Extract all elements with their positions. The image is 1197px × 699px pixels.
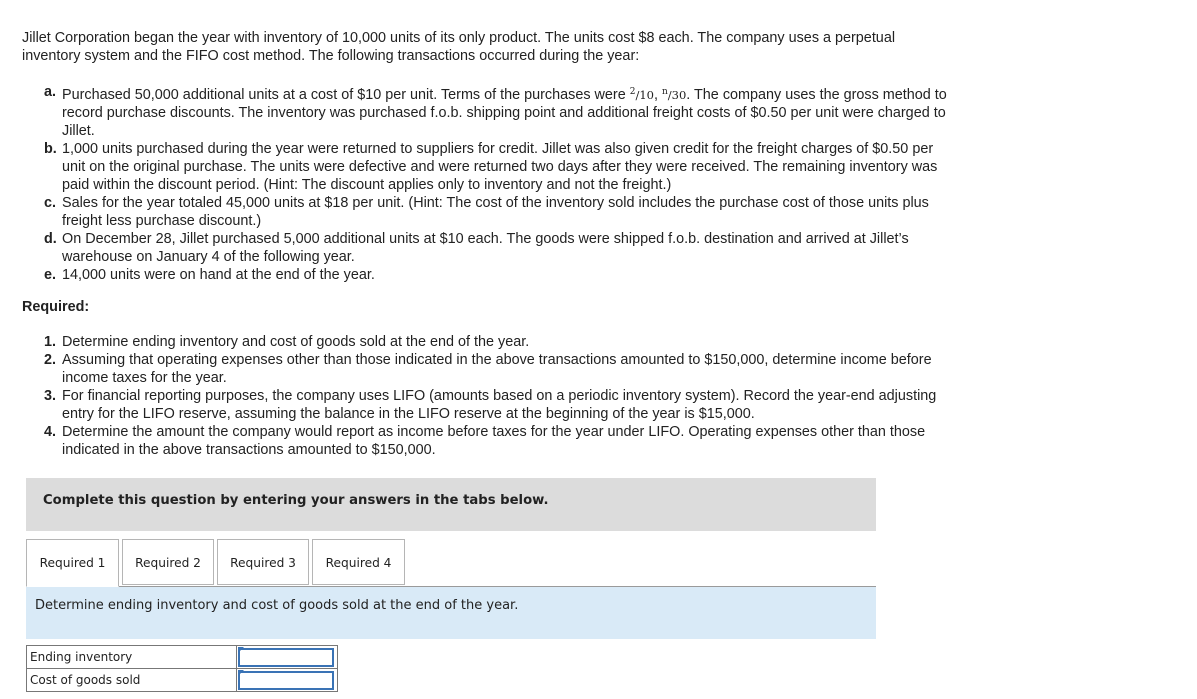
transaction-letter: c.	[44, 194, 57, 211]
ending-inventory-input[interactable]	[238, 648, 334, 667]
required-heading: Required:	[22, 299, 90, 315]
ending-inventory-cell	[237, 646, 338, 669]
requirement-item-4	[44, 423, 944, 459]
transaction-text: 1,000 units purchased during the year were returned to suppliers for credit. Jillet was also given credit for the freight charges of $0.50 per unit on the original purchase. The units were defective and were returned two days after they were received. The remaining inventory was paid within the discount period. (Hint: The discount applies only to inventory and not the freight.)	[62, 140, 938, 193]
requirement-number: 1.	[44, 334, 57, 350]
transaction-item-d	[44, 230, 956, 266]
requirement-text: For financial reporting purposes, the company uses LIFO (amounts based on a periodic inventory system). Record the year-end adjusting entry for the LIFO reserve, assuming the balance in the LIFO reserve at the beginning of the year is $15,000.	[62, 388, 937, 422]
transaction-letter: e.	[44, 266, 57, 283]
cost-of-goods-sold-label: Cost of goods sold	[27, 669, 237, 692]
transaction-text: On December 28, Jillet purchased 5,000 additional units at $10 each. The goods were shipped f.o.b. destination and arrived at Jillet’s warehouse on January 4 of the following year.	[62, 230, 909, 265]
transaction-item-a: a. Purchased 50,000 additional units at a cost of $10 per unit. Terms of the purchases were $^2$/10, $^n$/30. The company uses the gross method to record purchase discounts. The inventory was purchased f.o.b. shipping point and additional freight costs of $0.50 per unit were charged to Jillet.	[44, 84, 947, 139]
tab-required-2[interactable]: Required 2	[122, 539, 214, 585]
transaction-text-before: Purchased 50,000 additional units at a cost of $10 per unit. Terms of the purchases were	[62, 86, 630, 103]
transaction-letter: b.	[44, 140, 57, 157]
problem-intro: Jillet Corporation began the year with inventory of 10,000 units of its only product. The units cost $8 each. The company uses a perpetual inventory system and the FIFO cost method. The following transactions occurred during the year:	[22, 30, 896, 64]
transaction-item-c	[44, 194, 956, 230]
transaction-letter: d.	[44, 230, 57, 247]
transaction-text: 14,000 units were on hand at the end of the year.	[62, 266, 375, 283]
tab-panel-description: Determine ending inventory and cost of goods sold at the end of the year.	[26, 587, 876, 639]
requirement-item-2	[44, 351, 944, 387]
requirement-text: Assuming that operating expenses other than those indicated in the above transactions amounted to $150,000, determine income before income taxes for the year.	[62, 352, 932, 386]
input-flag-icon	[238, 647, 244, 653]
cost-of-goods-sold-cell	[237, 669, 338, 692]
requirement-tabs	[26, 539, 876, 587]
tab-required-3[interactable]: Required 3	[217, 539, 309, 585]
requirement-number: 3.	[44, 388, 57, 404]
requirement-text: Determine the amount the company would report as income before taxes for the year under LIFO. Operating expenses other than those indicated in the above transactions amounted to $150,000.	[62, 424, 926, 458]
transaction-text-after: . The company uses the gross method to record purchase discounts. The inventory was purchased f.o.b. shipping point and additional freight costs of $0.50 per unit were charged to Jillet.	[62, 86, 947, 139]
cost-of-goods-sold-input[interactable]	[238, 671, 334, 690]
transaction-text: Sales for the year totaled 45,000 units at $18 per unit. (Hint: The cost of the inventory sold includes the purchase cost of those units plus freight less purchase discount.)	[62, 194, 929, 229]
table-row	[27, 669, 338, 692]
requirement-number: 4.	[44, 424, 57, 440]
requirement-text: Determine ending inventory and cost of goods sold at the end of the year.	[62, 334, 530, 350]
tab-required-1[interactable]: Required 1	[26, 539, 119, 587]
transaction-item-e	[44, 266, 956, 284]
transaction-letter: a.	[44, 84, 57, 100]
tab-required-4[interactable]: Required 4	[312, 539, 405, 585]
requirement-number: 2.	[44, 352, 57, 368]
terms-net-fraction: $^n$/30	[661, 87, 687, 102]
answer-table	[26, 645, 338, 692]
transactions-list	[44, 83, 956, 284]
transaction-item-b	[44, 140, 956, 194]
requirement-item-3	[44, 387, 944, 423]
input-flag-icon	[238, 670, 244, 676]
instruction-banner: Complete this question by entering your answers in the tabs below.	[26, 478, 876, 531]
requirement-item-1	[44, 333, 944, 351]
terms-discount-fraction: $^2$/10	[629, 87, 654, 102]
table-row	[27, 646, 338, 669]
requirements-list	[44, 333, 944, 459]
ending-inventory-label: Ending inventory	[27, 646, 237, 669]
